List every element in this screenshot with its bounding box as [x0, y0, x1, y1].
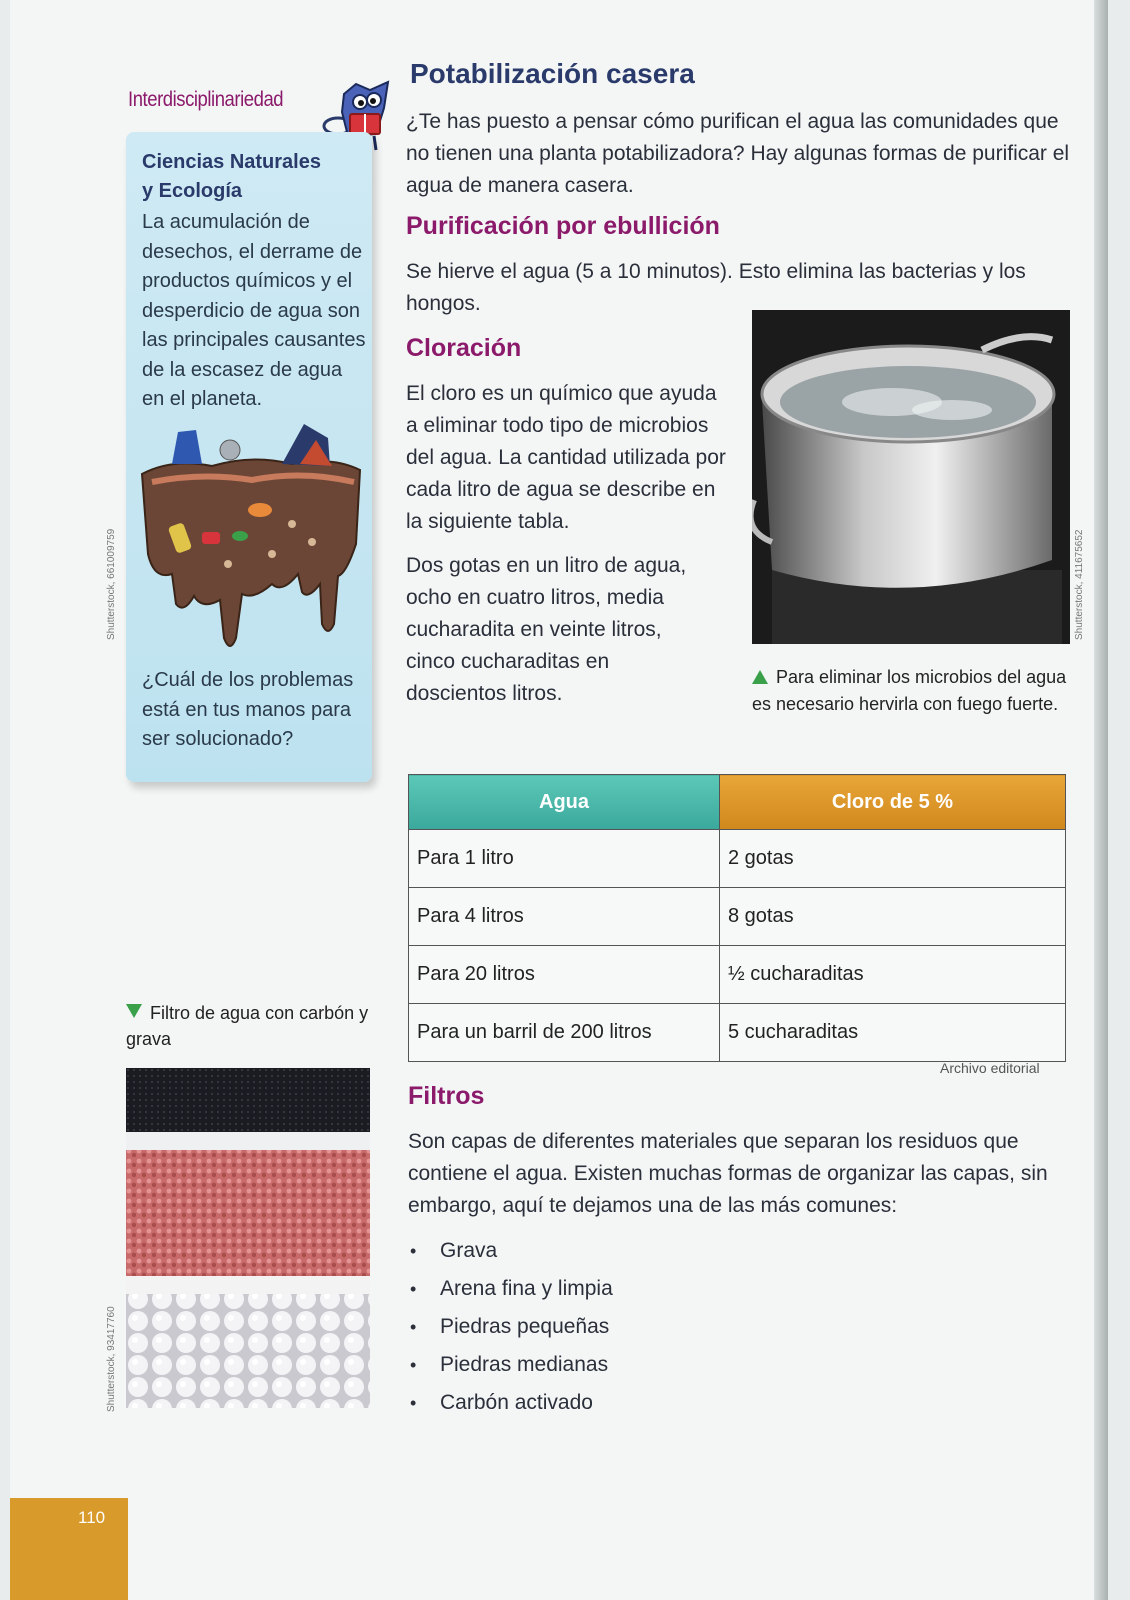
box-title-line2: y Ecología — [142, 180, 243, 202]
table-cell: Para un barril de 200 litros — [409, 1004, 720, 1062]
page-number-tab — [10, 1498, 128, 1600]
image-credit-pot: Shutterstock, 411675652 — [1074, 529, 1085, 640]
table-row — [409, 830, 1066, 888]
page-edge-shadow — [1094, 0, 1108, 1600]
chlorination-heading: Cloración — [406, 334, 522, 362]
triangle-up-icon — [752, 670, 768, 684]
table-cell: 5 cucharaditas — [720, 1004, 1066, 1062]
carbon-gravel-filter-photo — [126, 1068, 370, 1408]
interdisciplinary-label: Interdisciplinariedad — [128, 88, 284, 111]
textbook-page — [10, 0, 1108, 1600]
list-item-text: Piedras pequeñas — [440, 1315, 610, 1338]
polluted-water-illustration — [132, 424, 364, 656]
filter-caption-text: Filtro de agua con carbón y grava — [126, 1003, 369, 1049]
boil-heading: Purificación por ebullición — [406, 212, 720, 240]
box-title-line1: Ciencias Naturales — [142, 151, 321, 173]
list-item: • Piedras medianas — [410, 1353, 609, 1376]
chlorination-paragraph-1: El cloro es un químico que ayuda a eliminar todo tipo de microbios del agua. La cantidad utilizada por cada litro de agua se describe en la siguiente tabla. — [406, 382, 726, 533]
image-credit-filter: Shutterstock, 93417760 — [106, 1306, 117, 1412]
box-text: La acumulación de desechos, el derrame de productos químicos y el desperdicio de agua son las principales causantes de la escasez de agua en el planeta. — [142, 211, 366, 410]
boil-paragraph: Se hierve el agua (5 a 10 minutos). Esto elimina las bacterias y los hongos. — [406, 260, 1026, 315]
page-title: Potabilización casera — [410, 58, 695, 89]
list-item: • Grava — [410, 1239, 498, 1262]
table-row — [409, 946, 1066, 1004]
triangle-down-icon — [126, 1004, 142, 1018]
table-header-row — [409, 775, 1066, 830]
header-water: Agua — [409, 775, 720, 830]
table-cell: 2 gotas — [720, 830, 1066, 888]
header-chlorine: Cloro de 5 % — [720, 775, 1066, 830]
filter-layers-list — [410, 1232, 613, 1422]
list-item: • Arena fina y limpia — [410, 1277, 613, 1300]
list-item: • Carbón activado — [410, 1391, 593, 1414]
table-row — [409, 888, 1066, 946]
box-title — [142, 148, 362, 206]
list-item-text: Piedras medianas — [440, 1353, 609, 1376]
page-number: 110 — [78, 1508, 106, 1527]
list-item-text: Arena fina y limpia — [440, 1277, 613, 1300]
table-cell: 8 gotas — [720, 888, 1066, 946]
boiling-pot-photo — [752, 310, 1070, 644]
list-item-text: Carbón activado — [440, 1391, 593, 1414]
chlorine-table — [408, 774, 1066, 1062]
filter-caption — [126, 1000, 376, 1052]
chlorination-paragraph-2: Dos gotas en un litro de agua, ocho en cuatro litros, media cucharadita en veinte litros, cinco cucharaditas en doscientos litros. — [406, 554, 687, 705]
image-credit-pollution: Shutterstock, 661009759 — [106, 528, 117, 640]
table-row — [409, 1004, 1066, 1062]
interdisciplinary-box — [126, 132, 372, 782]
table-source: Archivo editorial — [940, 1060, 1040, 1076]
list-item-text: Grava — [440, 1239, 498, 1262]
filters-paragraph: Son capas de diferentes materiales que separan los residuos que contiene el agua. Existen muchas formas de organizar las capas, sin embargo, aquí te dejamos una de las más comunes: — [408, 1130, 1048, 1217]
pot-photo-caption — [752, 664, 1082, 718]
intro-paragraph: ¿Te has puesto a pensar cómo purifican el agua las comunidades que no tienen una planta potabilizadora? Hay algunas formas de purificar el agua de manera casera. — [406, 110, 1070, 197]
table-cell: Para 20 litros — [409, 946, 720, 1004]
list-item: • Piedras pequeñas — [410, 1315, 610, 1338]
table-cell: Para 4 litros — [409, 888, 720, 946]
table-cell: ½ cucharaditas — [720, 946, 1066, 1004]
pot-caption-text: Para eliminar los microbios del agua es necesario hervirla con fuego fuerte. — [752, 667, 1067, 714]
table-cell: Para 1 litro — [409, 830, 720, 888]
box-question: ¿Cuál de los problemas está en tus manos para ser solucionado? — [142, 669, 354, 750]
filters-heading: Filtros — [408, 1082, 485, 1110]
